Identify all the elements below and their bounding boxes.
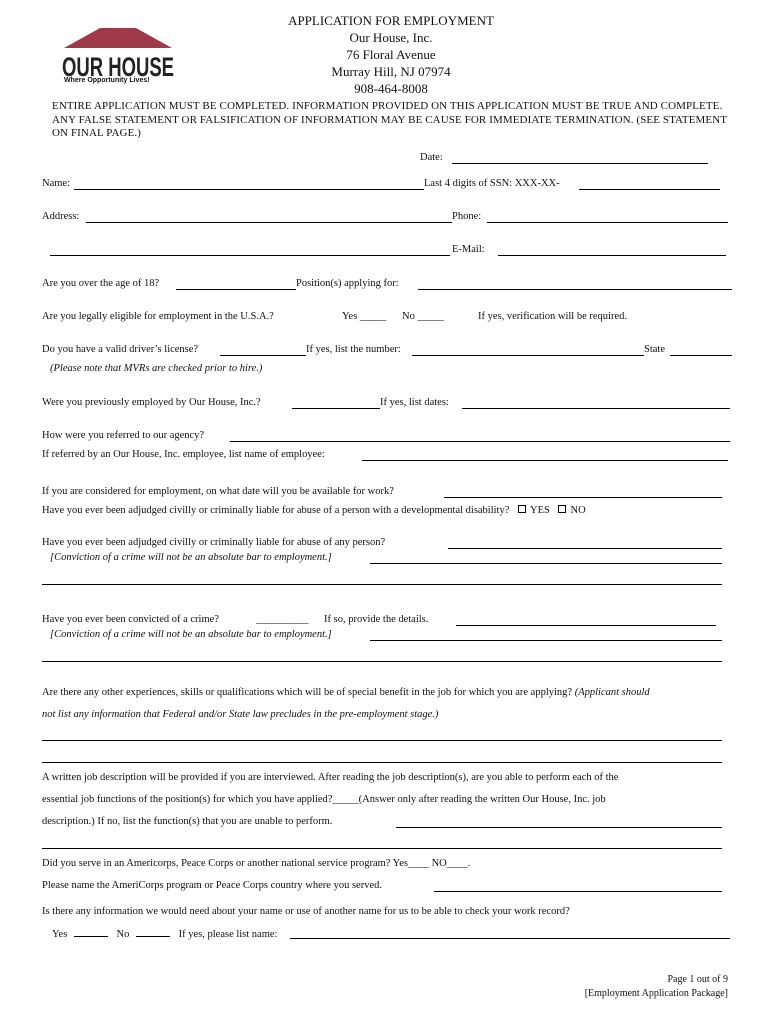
crime-details-label: If so, provide the details. [324, 614, 429, 625]
license-number-field[interactable] [412, 355, 644, 356]
experience-field-line2[interactable] [42, 762, 722, 763]
crime-details-field[interactable] [456, 625, 716, 626]
company-city: Murray Hill, NJ 07974 [331, 64, 451, 79]
address-field[interactable] [86, 222, 452, 223]
company-street: 76 Floral Avenue [346, 47, 436, 62]
jobdesc-functions-line2[interactable] [42, 848, 722, 849]
name-field[interactable] [74, 189, 424, 190]
service-question: Did you serve in an Americorps, Peace Corps or another national service program? Yes____ NO____. [42, 858, 471, 869]
other-name-no-field[interactable] [136, 927, 170, 937]
referred-label: How were you referred to our agency? [42, 430, 205, 441]
name-label: Name: [42, 178, 70, 189]
jobdesc-text-1: A written job description will be provided if you are interviewed. After reading the job description(s), are you able to perform each of the [42, 772, 619, 783]
abuse-dd-yes-label: YES [530, 505, 550, 516]
phone-field[interactable] [487, 222, 728, 223]
svg-text:OUR HOUSE: OUR HOUSE [62, 52, 174, 82]
crime-details-field-2[interactable] [370, 640, 722, 641]
crime-answer-field[interactable]: __________ [256, 614, 309, 625]
eligible-label: Are you legally eligible for employment in the U.S.A.? [42, 311, 274, 322]
eligible-no[interactable]: No _____ [402, 311, 444, 322]
mvr-note: (Please note that MVRs are checked prior to hire.) [50, 363, 263, 374]
house-roof-icon [58, 26, 178, 96]
other-name-yes-label: Yes [52, 929, 68, 940]
license-field[interactable] [220, 355, 306, 356]
company-phone: 908-464-8008 [354, 81, 428, 96]
logo-tagline: Where Opportunity Lives! [64, 77, 150, 84]
date-field[interactable] [452, 163, 708, 164]
prev-dates-field[interactable] [462, 408, 730, 409]
address-label: Address: [42, 211, 80, 222]
prev-employed-field[interactable] [292, 408, 380, 409]
phone-label: Phone: [452, 211, 482, 222]
abuse-dd-no-checkbox[interactable] [558, 505, 566, 513]
service-name-label: Please name the AmeriCorps program or Peace Corps country where you served. [42, 880, 382, 891]
eligible-note: If yes, verification will be required. [478, 311, 627, 322]
experience-note-2: not list any information that Federal and/or State law precludes in the pre-employment stage.) [42, 709, 439, 720]
crime-details-line3[interactable] [42, 661, 722, 662]
referred-employee-field[interactable] [362, 460, 728, 461]
conviction-note-2: [Conviction of a crime will not be an absolute bar to employment.] [50, 629, 332, 640]
experience-question [42, 687, 650, 698]
abuse-dd-yes-checkbox[interactable] [518, 505, 526, 513]
abuse-any-details-line2[interactable] [42, 584, 722, 585]
position-label: Position(s) applying for: [296, 278, 399, 289]
abuse-any-details-field[interactable] [370, 563, 722, 564]
notice-statement: ENTIRE APPLICATION MUST BE COMPLETED. INFORMATION PROVIDED ON THIS APPLICATION MUST BE TRUE AND COMPLETE. ANY FALSE STATEMENT OR FALSIFICATION OF INFORMATION MAY BE CAUSE FOR IMMEDIATE TERMINATION. (SEE STATEMENT ON FINAL PAGE.) [52, 100, 727, 139]
crime-label: Have you ever been convicted of a crime? [42, 614, 219, 625]
jobdesc-text-3: description.) If no, list the function(s) that you are unable to perform. [42, 816, 333, 827]
experience-field-line1[interactable] [42, 740, 722, 741]
age-label: Are you over the age of 18? [42, 278, 160, 289]
ssn-field[interactable] [579, 189, 720, 190]
jobdesc-functions-field[interactable] [396, 827, 722, 828]
abuse-dd-no-label: NO [570, 505, 586, 516]
package-label: [Employment Application Package] [584, 988, 728, 999]
page-number: Page 1 out of 9 [667, 974, 728, 985]
other-name-question: Is there any information we would need about your name or use of another name for us to be able to check your work record? [42, 906, 570, 917]
state-field[interactable] [670, 355, 732, 356]
available-field[interactable] [444, 497, 722, 498]
state-label: State [644, 344, 665, 355]
company-logo [58, 26, 178, 96]
jobdesc-text-2: essential job functions of the position(s) for which you have applied?_____(Answer only after reading the written Our House, Inc. job [42, 794, 606, 805]
abuse-any-field[interactable] [448, 548, 722, 549]
other-name-no-label: No [116, 929, 130, 940]
address-line2-field[interactable] [50, 255, 450, 256]
prev-dates-label: If yes, list dates: [380, 397, 449, 408]
date-label: Date: [420, 152, 443, 163]
license-number-label: If yes, list the number: [306, 344, 401, 355]
email-label: E-Mail: [452, 244, 485, 255]
other-name-answers [52, 927, 277, 940]
other-name-list-field[interactable] [290, 938, 730, 939]
available-label: If you are considered for employment, on what date will you be available for work? [42, 486, 394, 497]
abuse-any-label: Have you ever been adjudged civilly or criminally liable for abuse of any person? [42, 537, 386, 548]
prev-employed-label: Were you previously employed by Our House, Inc.? [42, 397, 261, 408]
abuse-dd-label: Have you ever been adjudged civilly or criminally liable for abuse of a person with a developmental disability? [42, 505, 510, 516]
referred-field[interactable] [230, 441, 730, 442]
other-name-list-label: If yes, please list name: [178, 929, 278, 940]
service-name-field[interactable] [434, 891, 722, 892]
experience-question-text: Are there any other experiences, skills or qualifications which will be of special benefit in the job for which you are applying? [42, 687, 573, 698]
conviction-note-1: [Conviction of a crime will not be an absolute bar to employment.] [50, 552, 332, 563]
form-title: APPLICATION FOR EMPLOYMENT [288, 13, 494, 28]
experience-question-note: (Applicant should [574, 687, 650, 698]
company-name: Our House, Inc. [349, 30, 433, 45]
eligible-yes[interactable]: Yes _____ [342, 311, 387, 322]
email-field[interactable] [498, 255, 726, 256]
position-field[interactable] [418, 289, 732, 290]
other-name-yes-field[interactable] [74, 927, 108, 937]
ssn-label: Last 4 digits of SSN: XXX-XX- [424, 178, 560, 189]
age-field[interactable] [176, 289, 296, 290]
referred-employee-label: If referred by an Our House, Inc. employee, list name of employee: [42, 449, 325, 460]
license-label: Do you have a valid driver’s license? [42, 344, 199, 355]
abuse-dd-question [42, 505, 586, 516]
